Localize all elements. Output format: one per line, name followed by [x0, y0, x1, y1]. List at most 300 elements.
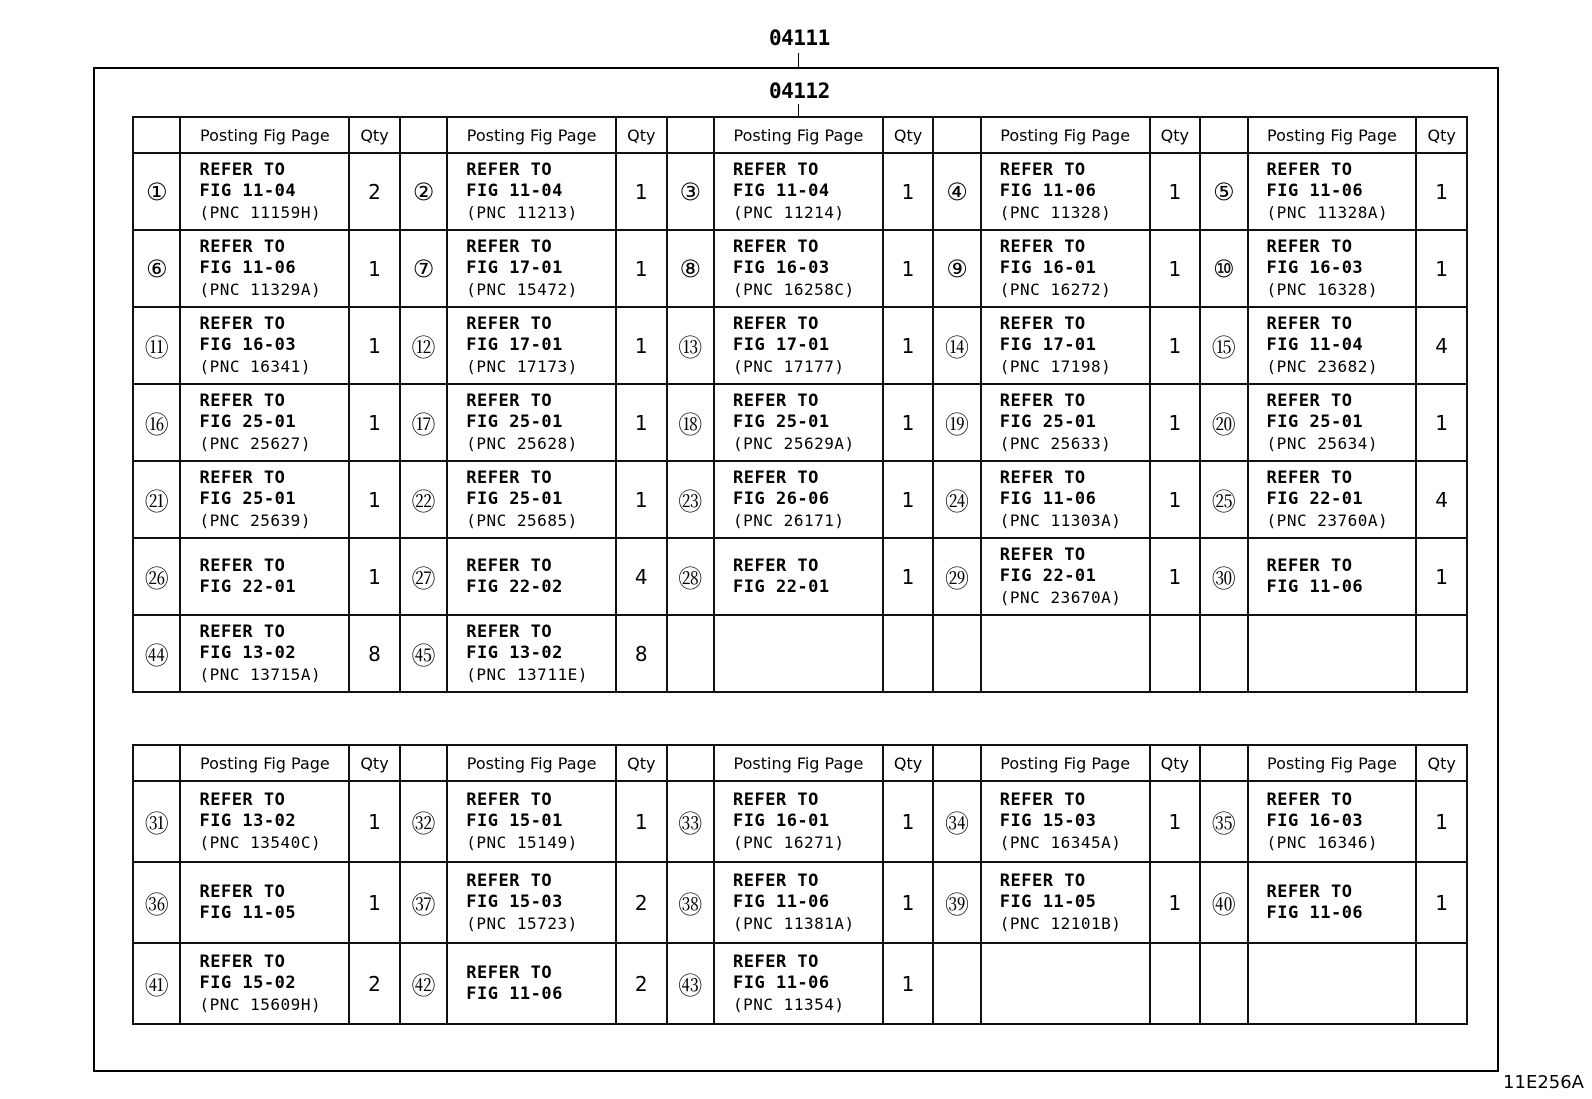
pnc-number: (PNC 11329A): [199, 280, 322, 299]
item-reference: [180, 230, 349, 307]
item-number: [1200, 615, 1247, 692]
refer-to-label: REFER TO: [199, 622, 286, 642]
fig-reference: FIG 25-01: [733, 412, 830, 432]
refer-to-label: REFER TO: [199, 790, 286, 810]
item-qty: 1: [883, 538, 934, 615]
item-number: [933, 943, 980, 1024]
fig-reference: FIG 25-01: [199, 412, 297, 432]
refer-to-label: REFER TO: [466, 160, 553, 180]
table-row: [133, 307, 1467, 384]
item-reference: [714, 384, 883, 461]
item-number: ㉟: [1200, 781, 1247, 862]
pnc-number: (PNC 16328): [1266, 280, 1379, 299]
item-number: ⑥: [133, 230, 180, 307]
pnc-number: (PNC 11213): [466, 203, 578, 222]
item-number: ㉓: [667, 461, 714, 538]
refer-to-label: REFER TO: [199, 237, 286, 257]
item-qty: 2: [349, 153, 400, 230]
item-reference: [1248, 538, 1417, 615]
fig-reference: FIG 26-06: [733, 489, 830, 509]
item-qty: 1: [349, 307, 400, 384]
refer-to-label: REFER TO: [1266, 391, 1353, 411]
leader-line-outer: [798, 53, 799, 67]
header-number-cell: [1200, 745, 1247, 781]
item-number: ㉗: [400, 538, 447, 615]
refer-to-label: REFER TO: [466, 790, 553, 810]
item-reference: [714, 862, 883, 943]
item-qty: 2: [616, 862, 667, 943]
item-reference: [714, 943, 883, 1024]
header-qty: Qty: [616, 117, 667, 153]
item-qty: 1: [1416, 862, 1467, 943]
item-qty: 1: [883, 461, 934, 538]
fig-reference: FIG 25-01: [199, 489, 297, 509]
item-reference: [714, 615, 883, 692]
fig-reference: FIG 17-01: [466, 258, 563, 278]
pnc-number: (PNC 12101B): [999, 914, 1122, 933]
item-reference: [981, 862, 1150, 943]
header-number-cell: [400, 117, 447, 153]
refer-to-label: REFER TO: [733, 314, 819, 334]
fig-reference: FIG 15-02: [199, 973, 297, 993]
header-posting-fig-page: Posting Fig Page: [1248, 117, 1417, 153]
item-qty: 8: [616, 615, 667, 692]
refer-to-label: REFER TO: [1266, 237, 1353, 257]
item-qty: 1: [1150, 307, 1201, 384]
pnc-number: (PNC 16341): [199, 357, 311, 376]
item-number: ㉖: [133, 538, 180, 615]
refer-to-label: REFER TO: [466, 314, 553, 334]
leader-line-inner: [798, 104, 799, 116]
item-reference: [981, 461, 1150, 538]
item-number: ⑨: [933, 230, 980, 307]
item-qty: 8: [349, 615, 400, 692]
item-reference: [714, 230, 883, 307]
pnc-number: (PNC 16272): [999, 280, 1112, 299]
item-qty: [1150, 943, 1201, 1024]
item-reference: [180, 384, 349, 461]
item-reference: [447, 461, 616, 538]
item-qty: 1: [616, 461, 667, 538]
pnc-number: (PNC 11328A): [1266, 203, 1389, 222]
fig-reference: FIG 17-01: [466, 335, 563, 355]
refer-to-label: REFER TO: [999, 237, 1086, 257]
fig-reference: FIG 11-04: [1266, 335, 1364, 355]
table-row: [133, 153, 1467, 230]
pnc-number: (PNC 13715A): [199, 665, 322, 684]
item-number: ⑦: [400, 230, 447, 307]
pnc-number: (PNC 15149): [466, 833, 578, 852]
item-number: ㉝: [667, 781, 714, 862]
pnc-number: (PNC 26171): [733, 511, 845, 530]
item-number: ③: [667, 153, 714, 230]
refer-to-label: REFER TO: [199, 314, 286, 334]
pnc-number: (PNC 17177): [733, 357, 845, 376]
item-number: ㉚: [1200, 538, 1247, 615]
item-number: ⑩: [1200, 230, 1247, 307]
item-number: [1200, 943, 1247, 1024]
item-qty: 1: [1416, 153, 1467, 230]
pnc-number: (PNC 16271): [733, 833, 845, 852]
item-number: ㉔: [933, 461, 980, 538]
header-number-cell: [933, 745, 980, 781]
header-number-cell: [667, 117, 714, 153]
header-number-cell: [400, 745, 447, 781]
fig-reference: FIG 13-02: [199, 643, 297, 663]
refer-to-label: REFER TO: [733, 391, 819, 411]
item-number: ㉞: [933, 781, 980, 862]
assembly-label-outer: 04111: [769, 26, 830, 50]
refer-to-label: REFER TO: [1266, 468, 1353, 488]
refer-to-label: REFER TO: [1266, 160, 1353, 180]
pnc-number: (PNC 13711E): [466, 665, 588, 684]
item-qty: 1: [616, 384, 667, 461]
refer-to-label: REFER TO: [1266, 790, 1353, 810]
item-qty: 1: [349, 461, 400, 538]
refer-to-label: REFER TO: [1266, 314, 1353, 334]
item-reference: [981, 943, 1150, 1024]
item-reference: [447, 384, 616, 461]
fig-reference: FIG 11-06: [999, 489, 1097, 509]
item-qty: 1: [883, 384, 934, 461]
item-number: ⑤: [1200, 153, 1247, 230]
item-reference: [447, 943, 616, 1024]
fig-reference: FIG 16-01: [733, 811, 830, 831]
pnc-number: (PNC 17173): [466, 357, 578, 376]
header-qty: Qty: [349, 745, 400, 781]
item-reference: [447, 862, 616, 943]
table-row: [133, 538, 1467, 615]
item-qty: 1: [1416, 538, 1467, 615]
refer-to-label: REFER TO: [733, 555, 819, 576]
item-number: ④: [933, 153, 980, 230]
item-number: ㉜: [400, 781, 447, 862]
header-qty: Qty: [1416, 117, 1467, 153]
item-reference: [447, 153, 616, 230]
item-number: [667, 615, 714, 692]
pnc-number: (PNC 25639): [199, 511, 311, 530]
item-qty: 1: [1150, 230, 1201, 307]
refer-to-label: REFER TO: [466, 962, 553, 983]
item-qty: 2: [349, 943, 400, 1024]
item-number: ⑧: [667, 230, 714, 307]
fig-reference: FIG 11-04: [466, 181, 563, 201]
item-number: ㊶: [133, 943, 180, 1024]
refer-to-label: REFER TO: [733, 160, 819, 180]
fig-reference: FIG 11-06: [999, 181, 1097, 201]
header-qty: Qty: [1150, 745, 1201, 781]
item-number: ⑲: [933, 384, 980, 461]
fig-reference: FIG 11-06: [1266, 181, 1364, 201]
item-reference: [714, 307, 883, 384]
table-header-row: [133, 745, 1467, 781]
item-number: ②: [400, 153, 447, 230]
refer-to-label: REFER TO: [999, 545, 1086, 565]
fig-reference: FIG 11-06: [1266, 576, 1364, 597]
item-number: ㉛: [133, 781, 180, 862]
fig-reference: FIG 13-02: [199, 811, 297, 831]
item-qty: 1: [349, 862, 400, 943]
item-number: ㊵: [1200, 862, 1247, 943]
item-reference: [180, 862, 349, 943]
pnc-number: (PNC 11214): [733, 203, 845, 222]
refer-to-label: REFER TO: [466, 871, 553, 891]
refer-to-label: REFER TO: [466, 555, 553, 576]
item-qty: 1: [1416, 781, 1467, 862]
table-row: [133, 461, 1467, 538]
item-reference: [714, 538, 883, 615]
item-qty: 1: [1416, 384, 1467, 461]
item-reference: [447, 307, 616, 384]
pnc-number: (PNC 11328): [999, 203, 1112, 222]
item-number: ①: [133, 153, 180, 230]
item-number: ㉙: [933, 538, 980, 615]
pnc-number: (PNC 25628): [466, 434, 578, 453]
item-qty: 1: [349, 781, 400, 862]
refer-to-label: REFER TO: [1266, 881, 1353, 902]
pnc-number: (PNC 16258C): [733, 280, 855, 299]
refer-to-label: REFER TO: [199, 555, 286, 576]
item-reference: [981, 781, 1150, 862]
item-reference: [447, 615, 616, 692]
pnc-number: (PNC 11159H): [199, 203, 322, 222]
item-qty: 1: [616, 781, 667, 862]
item-number: ⑱: [667, 384, 714, 461]
fig-reference: FIG 22-01: [999, 566, 1097, 586]
header-posting-fig-page: Posting Fig Page: [981, 117, 1150, 153]
item-qty: 1: [349, 230, 400, 307]
parts-table-upper: [132, 116, 1468, 693]
item-qty: 1: [1150, 384, 1201, 461]
header-number-cell: [133, 745, 180, 781]
fig-reference: FIG 11-06: [1266, 902, 1364, 923]
refer-to-label: REFER TO: [466, 391, 553, 411]
item-reference: [1248, 153, 1417, 230]
refer-to-label: REFER TO: [199, 160, 286, 180]
fig-reference: FIG 22-01: [1266, 489, 1364, 509]
pnc-number: (PNC 17198): [999, 357, 1112, 376]
refer-to-label: REFER TO: [199, 881, 286, 902]
fig-reference: FIG 16-03: [733, 258, 830, 278]
item-reference: [981, 615, 1150, 692]
fig-reference: FIG 22-01: [199, 576, 297, 597]
fig-reference: FIG 16-01: [999, 258, 1097, 278]
table-row: [133, 384, 1467, 461]
item-reference: [447, 230, 616, 307]
item-number: ⑮: [1200, 307, 1247, 384]
header-posting-fig-page: Posting Fig Page: [714, 745, 883, 781]
item-reference: [1248, 461, 1417, 538]
item-number: ⑰: [400, 384, 447, 461]
pnc-number: (PNC 23760A): [1266, 511, 1389, 530]
item-qty: 1: [1150, 153, 1201, 230]
item-qty: 1: [349, 538, 400, 615]
header-qty: Qty: [1416, 745, 1467, 781]
pnc-number: (PNC 16345A): [999, 833, 1122, 852]
item-qty: 1: [616, 230, 667, 307]
item-reference: [1248, 307, 1417, 384]
item-number: ㊷: [400, 943, 447, 1024]
fig-reference: FIG 15-03: [999, 811, 1097, 831]
item-reference: [1248, 230, 1417, 307]
pnc-number: (PNC 25685): [466, 511, 578, 530]
item-reference: [1248, 615, 1417, 692]
item-number: ⑯: [133, 384, 180, 461]
refer-to-label: REFER TO: [733, 952, 819, 972]
item-qty: 1: [883, 230, 934, 307]
item-number: ㉕: [1200, 461, 1247, 538]
item-reference: [1248, 862, 1417, 943]
item-reference: [1248, 781, 1417, 862]
refer-to-label: REFER TO: [733, 871, 819, 891]
header-number-cell: [933, 117, 980, 153]
fig-reference: FIG 25-01: [1266, 412, 1364, 432]
pnc-number: (PNC 25633): [999, 434, 1112, 453]
header-qty: Qty: [883, 117, 934, 153]
pnc-number: (PNC 25629A): [733, 434, 855, 453]
pnc-number: (PNC 16346): [1266, 833, 1379, 852]
item-reference: [180, 461, 349, 538]
item-qty: 1: [349, 384, 400, 461]
table-row: [133, 862, 1467, 943]
item-qty: [1416, 943, 1467, 1024]
item-reference: [714, 153, 883, 230]
item-number: ⑬: [667, 307, 714, 384]
table-header-row: [133, 117, 1467, 153]
header-number-cell: [1200, 117, 1247, 153]
fig-reference: FIG 16-03: [199, 335, 297, 355]
pnc-number: (PNC 15723): [466, 914, 578, 933]
item-reference: [180, 153, 349, 230]
header-posting-fig-page: Posting Fig Page: [180, 745, 349, 781]
fig-reference: FIG 11-06: [466, 983, 563, 1004]
refer-to-label: REFER TO: [1266, 555, 1353, 576]
item-number: ⑭: [933, 307, 980, 384]
item-number: [933, 615, 980, 692]
item-reference: [447, 538, 616, 615]
header-number-cell: [667, 745, 714, 781]
assembly-label-inner: 04112: [769, 79, 830, 103]
fig-reference: FIG 11-04: [199, 181, 297, 201]
refer-to-label: REFER TO: [999, 391, 1086, 411]
refer-to-label: REFER TO: [733, 237, 819, 257]
pnc-number: (PNC 11303A): [999, 511, 1122, 530]
item-reference: [1248, 384, 1417, 461]
table-row: [133, 615, 1467, 692]
item-qty: 1: [883, 153, 934, 230]
refer-to-label: REFER TO: [466, 622, 553, 642]
item-reference: [447, 781, 616, 862]
item-qty: 4: [1416, 461, 1467, 538]
fig-reference: FIG 15-03: [466, 892, 563, 912]
fig-reference: FIG 25-01: [466, 412, 563, 432]
item-qty: [883, 615, 934, 692]
pnc-number: (PNC 11354): [733, 995, 845, 1014]
item-reference: [981, 153, 1150, 230]
item-qty: 1: [1150, 538, 1201, 615]
item-reference: [180, 615, 349, 692]
item-reference: [981, 384, 1150, 461]
header-qty: Qty: [616, 745, 667, 781]
item-number: ㉑: [133, 461, 180, 538]
fig-reference: FIG 11-06: [733, 892, 830, 912]
refer-to-label: REFER TO: [999, 314, 1086, 334]
header-posting-fig-page: Posting Fig Page: [447, 745, 616, 781]
fig-reference: FIG 16-03: [1266, 811, 1364, 831]
fig-reference: FIG 11-05: [199, 902, 297, 923]
item-number: ㊱: [133, 862, 180, 943]
fig-reference: FIG 22-01: [733, 576, 830, 597]
item-number: ⑪: [133, 307, 180, 384]
refer-to-label: REFER TO: [999, 871, 1086, 891]
refer-to-label: REFER TO: [999, 468, 1086, 488]
item-reference: [714, 781, 883, 862]
fig-reference: FIG 11-04: [733, 181, 830, 201]
table-row: [133, 781, 1467, 862]
pnc-number: (PNC 25634): [1266, 434, 1379, 453]
refer-to-label: REFER TO: [733, 468, 819, 488]
item-qty: 2: [616, 943, 667, 1024]
fig-reference: FIG 11-06: [733, 973, 830, 993]
item-number: ㊲: [400, 862, 447, 943]
parts-table-lower: [132, 744, 1468, 1025]
item-qty: 1: [883, 862, 934, 943]
item-qty: 1: [1150, 461, 1201, 538]
refer-to-label: REFER TO: [466, 468, 553, 488]
header-posting-fig-page: Posting Fig Page: [1248, 745, 1417, 781]
item-reference: [1248, 943, 1417, 1024]
header-posting-fig-page: Posting Fig Page: [180, 117, 349, 153]
fig-reference: FIG 25-01: [466, 489, 563, 509]
item-number: ⑫: [400, 307, 447, 384]
item-number: ㉒: [400, 461, 447, 538]
item-reference: [180, 781, 349, 862]
item-qty: 1: [883, 307, 934, 384]
item-reference: [981, 538, 1150, 615]
item-reference: [714, 461, 883, 538]
header-posting-fig-page: Posting Fig Page: [447, 117, 616, 153]
item-qty: [1416, 615, 1467, 692]
item-qty: 1: [1150, 862, 1201, 943]
item-qty: 1: [1416, 230, 1467, 307]
item-qty: 1: [883, 943, 934, 1024]
item-reference: [981, 230, 1150, 307]
item-reference: [180, 538, 349, 615]
item-qty: [1150, 615, 1201, 692]
item-qty: 1: [1150, 781, 1201, 862]
pnc-number: (PNC 11381A): [733, 914, 855, 933]
refer-to-label: REFER TO: [199, 468, 286, 488]
fig-reference: FIG 16-03: [1266, 258, 1364, 278]
item-qty: 4: [1416, 307, 1467, 384]
figure-code: 11E256A: [1503, 1072, 1584, 1093]
fig-reference: FIG 11-06: [199, 258, 297, 278]
item-reference: [180, 307, 349, 384]
pnc-number: (PNC 15472): [466, 280, 578, 299]
header-qty: Qty: [1150, 117, 1201, 153]
item-qty: 1: [616, 153, 667, 230]
fig-reference: FIG 17-01: [733, 335, 830, 355]
item-number: ⑳: [1200, 384, 1247, 461]
pnc-number: (PNC 13540C): [199, 833, 322, 852]
header-number-cell: [133, 117, 180, 153]
fig-reference: FIG 22-02: [466, 576, 563, 597]
table-row: [133, 230, 1467, 307]
item-number: ㊺: [400, 615, 447, 692]
fig-reference: FIG 25-01: [999, 412, 1097, 432]
refer-to-label: REFER TO: [466, 237, 553, 257]
fig-reference: FIG 11-05: [999, 892, 1097, 912]
